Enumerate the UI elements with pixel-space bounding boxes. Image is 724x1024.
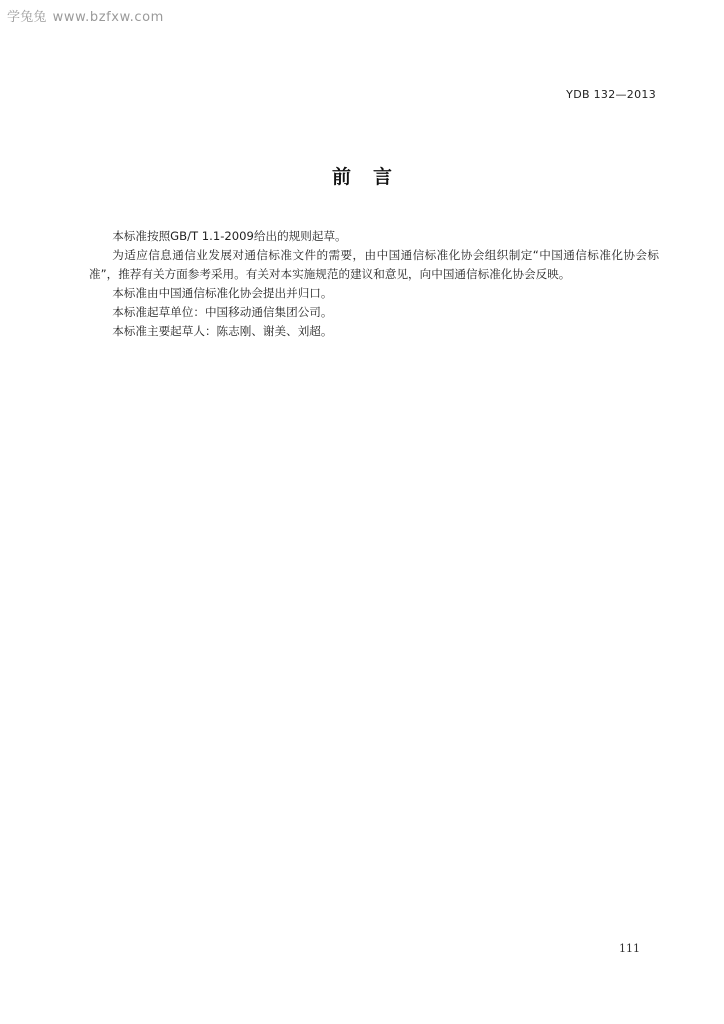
- page-title: 前言: [331, 166, 414, 188]
- paragraph-proposer: 本标准由中国通信标准化协会提出并归口。: [112, 286, 333, 300]
- page-number: 111: [619, 942, 640, 955]
- paragraph-drafting-unit: 本标准起草单位：中国移动通信集团公司。: [112, 305, 333, 319]
- standard-number: YDB 132—2013: [566, 88, 656, 101]
- paragraph-drafters: 本标准主要起草人：陈志刚、谢美、刘超。: [112, 324, 333, 338]
- paragraph-drafting-rules: 本标准按照GB/T 1.1-2009给出的规则起草。: [112, 229, 347, 243]
- paragraph-purpose: 为适应信息通信业发展对通信标准文件的需要，由中国通信标准化协会组织制定“中国通信标准化协会标准”，推荐有关方面参考采用。有关对本实施规范的建议和意见，向中国通信标准化协会反映。: [89, 248, 659, 281]
- watermark-site-name: 学兔兔: [7, 10, 47, 25]
- foreword-body: [89, 227, 659, 341]
- watermark-url: www.bzfxw.com: [52, 10, 164, 25]
- watermark: [7, 6, 164, 25]
